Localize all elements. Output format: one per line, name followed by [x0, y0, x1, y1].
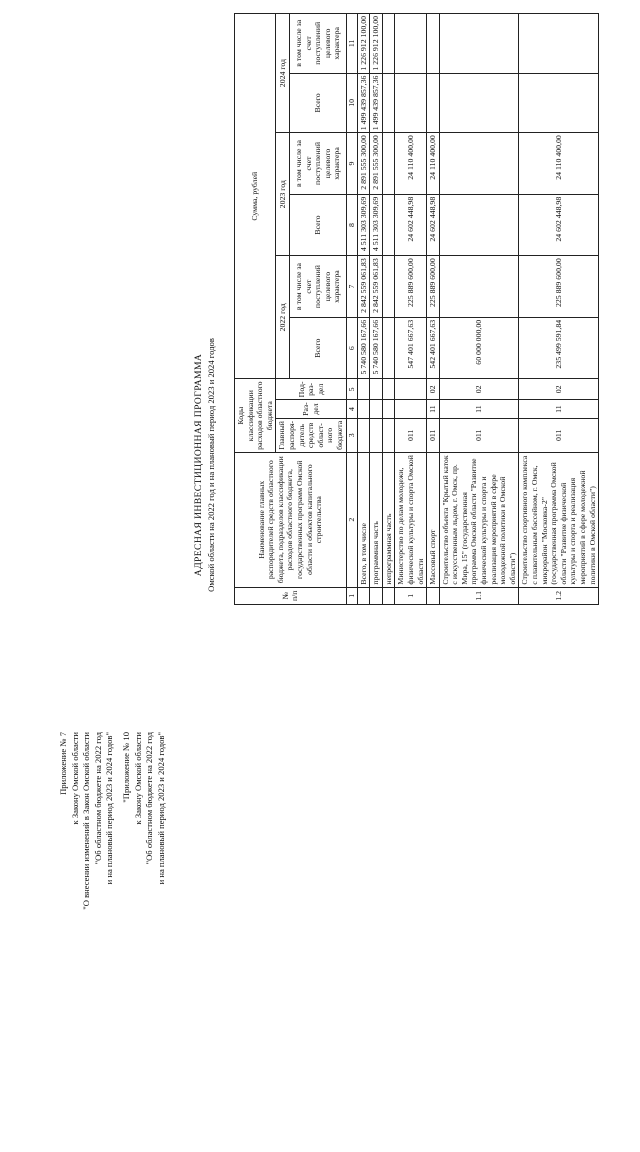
cell-name: Строительство спортивного комплекса с плавательным бассейном, г. Омск, микрорайон "Московка-2" (государственная программа Омской области "Развитие физической культуры и спорта и реализация мероприятий в сфере молодежной политики в Омской области") [519, 452, 599, 587]
cell-num [357, 587, 370, 604]
header-total-2024: Всего [290, 73, 346, 133]
title-line1: АДРЕСНАЯ ИНВЕСТИЦИОННАЯ ПРОГРАММА [193, 353, 204, 577]
header-total-2022: Всего [290, 317, 346, 379]
cell-total-2023: 24 602 448,98 [519, 194, 599, 256]
cell-name: Всего, в том числе [357, 452, 370, 587]
header-sum: Сумма, рублей [235, 14, 276, 379]
appendix-7-header [58, 732, 116, 1152]
header-incl-2024: в том числе за счет поступлений целевого характера [290, 14, 346, 74]
column-index: 10 [346, 73, 357, 133]
cell-podrazdel: 02 [427, 379, 440, 400]
cell-podrazdel [395, 379, 427, 400]
cell-incl-2023 [382, 133, 395, 195]
column-index: 4 [346, 400, 357, 418]
cell-num [382, 587, 395, 604]
cell-incl-2024 [439, 14, 519, 74]
cell-razdel: 11 [427, 400, 440, 418]
header-codes: Коды классификации расходов областного бюджета [235, 379, 276, 452]
cell-num [370, 587, 383, 604]
cell-incl-2024 [427, 14, 440, 74]
table-row [357, 14, 370, 605]
cell-razdel: 11 [519, 400, 599, 418]
header-year-2023: 2023 год [276, 133, 290, 256]
table-row [395, 14, 427, 605]
cell-total-2022: 5 740 580 167,66 [357, 317, 370, 379]
cell-incl-2024 [395, 14, 427, 74]
header-incl-2022: в том числе за счет поступлений целевого характера [290, 256, 346, 318]
header-year-2024: 2024 год [276, 14, 290, 133]
cell-total-2022: 542 401 667,63 [427, 317, 440, 379]
cell-podrazdel [370, 379, 383, 400]
cell-grbs: 011 [427, 418, 440, 452]
column-index: 9 [346, 133, 357, 195]
cell-grbs: 011 [395, 418, 427, 452]
appendix-7-line4: "Об областном бюджете на 2022 год [92, 732, 103, 865]
appendix-10-line2: к Закону Омской области [132, 732, 143, 825]
table-row [439, 14, 519, 605]
cell-incl-2022 [382, 256, 395, 318]
cell-razdel [370, 400, 383, 418]
cell-incl-2023: 24 110 400,00 [395, 133, 427, 195]
cell-grbs [370, 418, 383, 452]
cell-num: 1.1 [439, 587, 519, 604]
column-index: 8 [346, 194, 357, 256]
cell-incl-2024: 1 226 912 100,00 [357, 14, 370, 74]
cell-total-2023: 4 511 303 309,69 [370, 194, 383, 256]
cell-num: 1 [395, 587, 427, 604]
cell-total-2022: 235 499 591,84 [519, 317, 599, 379]
table-row [382, 14, 395, 605]
cell-total-2023: 24 602 448,98 [395, 194, 427, 256]
appendix-10-header [121, 732, 167, 1152]
cell-razdel: 11 [439, 400, 519, 418]
cell-total-2023: 24 602 448,98 [427, 194, 440, 256]
cell-name: непрограммная часть [382, 452, 395, 587]
cell-incl-2022: 225 889 600,00 [395, 256, 427, 318]
appendix-10-line4: и на плановый период 2023 и 2024 годов" [155, 732, 166, 885]
cell-total-2024: 1 499 439 857,36 [370, 73, 383, 133]
header-grbs: Главный распоря-дитель средств област-ного бюджета [276, 418, 346, 452]
column-index-row [346, 14, 357, 605]
cell-incl-2022: 2 842 559 061,83 [357, 256, 370, 318]
header-incl-2023: в том числе за счет поступлений целевого характера [290, 133, 346, 195]
column-index: 11 [346, 14, 357, 74]
cell-total-2024 [519, 73, 599, 133]
cell-total-2022: 60 000 000,00 [439, 317, 519, 379]
column-index: 3 [346, 418, 357, 452]
cell-total-2024 [382, 73, 395, 133]
cell-total-2024 [439, 73, 519, 133]
title-line2: Омской области на 2022 год и на плановый период 2023 и 2024 годов [206, 338, 216, 592]
appendix-10-line1: "Приложение № 10 [121, 732, 131, 803]
header-podrazdel: Под-раз-дел [276, 379, 346, 400]
cell-incl-2022 [439, 256, 519, 318]
cell-incl-2023: 2 891 555 300,00 [370, 133, 383, 195]
header-total-2023: Всего [290, 194, 346, 256]
cell-incl-2022: 225 889 600,00 [427, 256, 440, 318]
cell-podrazdel: 02 [519, 379, 599, 400]
cell-podrazdel: 02 [439, 379, 519, 400]
appendix-7-line1: Приложение № 7 [58, 732, 68, 795]
cell-num [427, 587, 440, 604]
cell-total-2022 [382, 317, 395, 379]
cell-podrazdel [357, 379, 370, 400]
cell-grbs: 011 [519, 418, 599, 452]
cell-razdel [382, 400, 395, 418]
cell-incl-2024: 1 226 912 100,00 [370, 14, 383, 74]
cell-name: программная часть [370, 452, 383, 587]
header-name: Наименование главных распорядителей средств областного бюджета, подразделов классификации расходов областного бюджета, государственных программ Омской области и объектов капитального строительства [235, 452, 347, 587]
header-year-2022: 2022 год [276, 256, 290, 379]
cell-total-2023 [439, 194, 519, 256]
header-num: № п/п [235, 587, 347, 604]
cell-name: Массовый спорт [427, 452, 440, 587]
cell-grbs [357, 418, 370, 452]
table-row [519, 14, 599, 605]
cell-incl-2024 [519, 14, 599, 74]
cell-incl-2023: 2 891 555 300,00 [357, 133, 370, 195]
cell-name: Министерство по делам молодежи, физической культуры и спорта Омской области [395, 452, 427, 587]
investment-program-table [234, 13, 599, 605]
cell-total-2023: 4 511 303 309,69 [357, 194, 370, 256]
column-index: 2 [346, 452, 357, 587]
cell-grbs: 011 [439, 418, 519, 452]
cell-incl-2023 [439, 133, 519, 195]
cell-total-2024 [395, 73, 427, 133]
header-razdel: Раз-дел [276, 400, 346, 418]
appendix-7-line3: "О внесении изменений в Закон Омской области [81, 732, 92, 910]
cell-incl-2022: 225 889 600,00 [519, 256, 599, 318]
appendix-7-line5: и на плановый период 2023 и 2024 годов" [104, 732, 115, 885]
cell-total-2024 [427, 73, 440, 133]
cell-name: Строительство объекта "Крытый каток с искусственным льдом, г. Омск, пр. Мира, 15" (государственная программа Омской области "Развитие физической культуры и спорта и реализация мероприятий в сфере молодежной политики в Омской области") [439, 452, 519, 587]
column-index: 6 [346, 317, 357, 379]
table-row [427, 14, 440, 605]
table-row [370, 14, 383, 605]
cell-incl-2023: 24 110 400,00 [519, 133, 599, 195]
cell-podrazdel [382, 379, 395, 400]
cell-grbs [382, 418, 395, 452]
cell-razdel [357, 400, 370, 418]
cell-razdel [395, 400, 427, 418]
column-index: 1 [346, 587, 357, 604]
cell-total-2022: 5 740 580 167,66 [370, 317, 383, 379]
cell-total-2024: 1 499 439 857,36 [357, 73, 370, 133]
column-index: 5 [346, 379, 357, 400]
appendix-10-line3: "Об областном бюджете на 2022 год [144, 732, 155, 865]
cell-incl-2023: 24 110 400,00 [427, 133, 440, 195]
cell-num: 1.2 [519, 587, 599, 604]
cell-total-2022: 547 401 667,63 [395, 317, 427, 379]
document-title [193, 255, 217, 675]
cell-total-2023 [382, 194, 395, 256]
appendix-7-line2: к Закону Омской области [69, 732, 80, 825]
cell-incl-2024 [382, 14, 395, 74]
cell-incl-2022: 2 842 559 061,83 [370, 256, 383, 318]
column-index: 7 [346, 256, 357, 318]
